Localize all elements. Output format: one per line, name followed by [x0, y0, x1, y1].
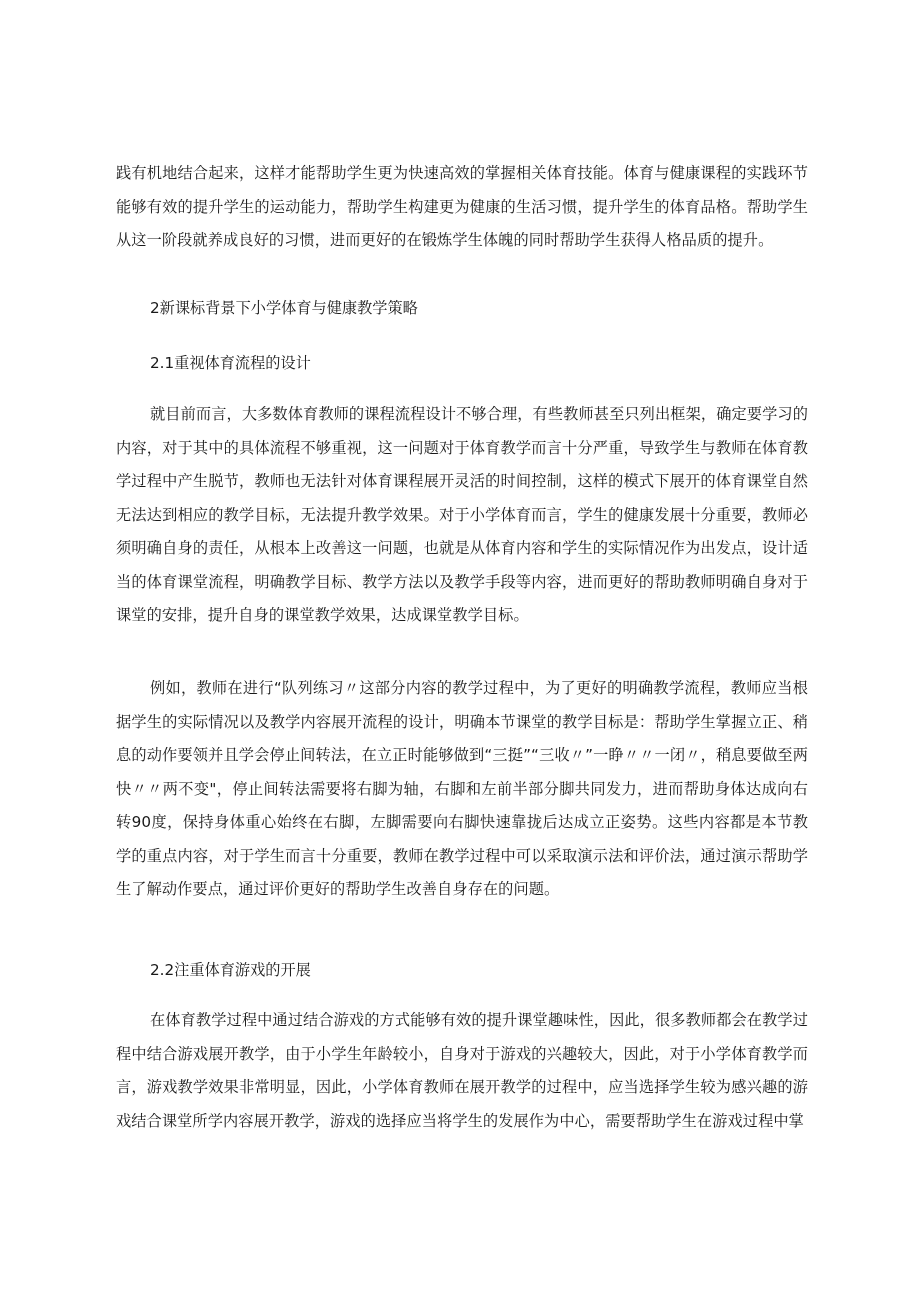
- heading-section-2-2: 2.2注重体育游戏的开展: [150, 961, 311, 979]
- paragraph-2-1-b: 例如，教师在进行“队列练习〃这部分内容的教学过程中，为了更好的明确教学流程，教师应当根据学生的实际情况以及教学内容展开流程的设计，明确本节课堂的教学目标是：帮助学生掌握立正、稍息的动作要领并且学会停止间转法，在立正时能够做到“三挺”“三收〃”一睁〃〃一闭〃，稍息要做至两快〃〃两不变"，停止间转法需要将右脚为轴，右脚和左前半部分脚共同发力，进而帮助身体达成向右转90度，保持身体重心始终在右脚，左脚需要向右脚快速靠拢后达成立正姿势。这些内容都是本节教学的重点内容，对于学生而言十分重要，教师在教学过程中可以采取演示法和评价法，通过演示帮助学生了解动作要点，通过评价更好的帮助学生改善自身存在的问题。: [116, 679, 808, 898]
- paragraph-2-1-a: 就目前而言，大多数体育教师的课程流程设计不够合理，有些教师甚至只列出框架，确定要学习的内容，对于其中的具体流程不够重视，这一问题对于体育教学而言十分严重，导致学生与教师在体育教学过程中产生脱节，教师也无法针对体育课程展开灵活的时间控制，这样的模式下展开的体育课堂自然无法达到相应的教学目标，无法提升教学效果。对于小学体育而言，学生的健康发展十分重要，教师必须明确自身的责任，从根本上改善这一问题，也就是从体育内容和学生的实际情况作为出发点，设计适当的体育课堂流程，明确教学目标、教学方法以及教学手段等内容，进而更好的帮助教师明确自身对于课堂的安排，提升自身的课堂教学效果，达成课堂教学目标。: [116, 405, 808, 624]
- paragraph-2-2-a: 在体育教学过程中通过结合游戏的方式能够有效的提升课堂趣味性，因此，很多教师都会在教学过程中结合游戏展开教学，由于小学生年龄较小，自身对于游戏的兴趣较大，因此，对于小学体育教学而言，游戏教学效果非常明显，因此，小学体育教师在展开教学的过程中，应当选择学生较为感兴趣的游戏结合课堂所学内容展开教学，游戏的选择应当将学生的发展作为中心，需要帮助学生在游戏过程中掌: [116, 1011, 808, 1130]
- heading-section-2-1: 2.1重视体育流程的设计: [150, 354, 311, 372]
- paragraph-intro: 践有机地结合起来，这样才能帮助学生更为快速高效的掌握相关体育技能。体育与健康课程的实践环节能够有效的提升学生的运动能力，帮助学生构建更为健康的生活习惯，提升学生的体育品格。帮助学生从这一阶段就养成良好的习惯，进而更好的在锻炼学生体魄的同时帮助学生获得人格品质的提升。: [116, 164, 808, 249]
- heading-section-2: 2新课标背景下小学体育与健康教学策略: [150, 299, 418, 317]
